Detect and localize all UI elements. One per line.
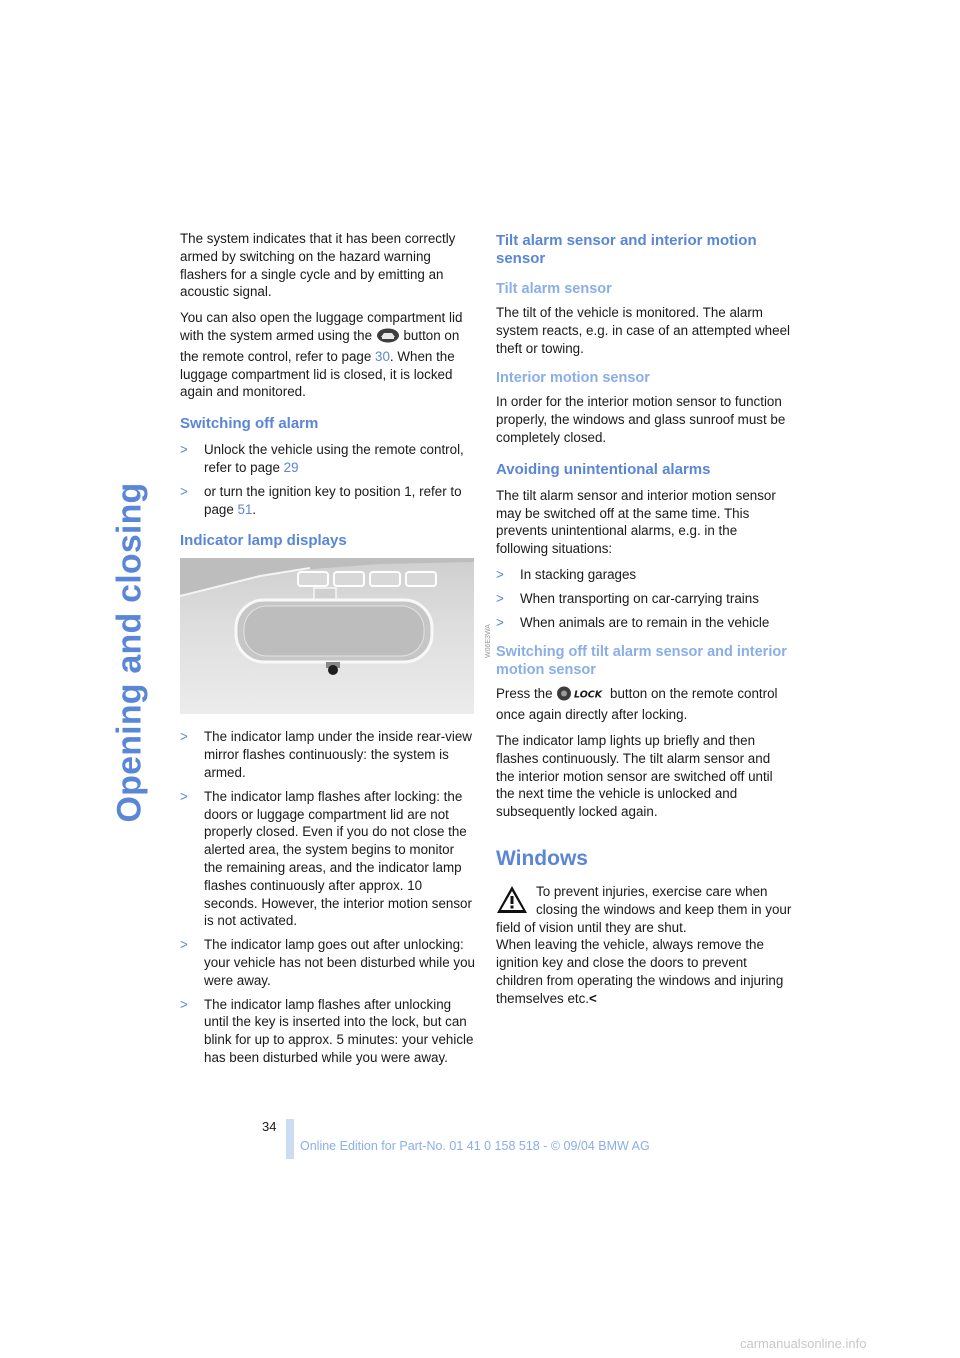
list-item: > The indicator lamp under the inside rear-view mirror flashes continuously: the system is armed.	[180, 729, 472, 780]
rearview-mirror-figure	[180, 558, 492, 714]
bullet-marker: >	[496, 566, 504, 582]
heading-indicator-lamp-displays: Indicator lamp displays	[180, 532, 347, 550]
bullet-marker: >	[180, 996, 188, 1012]
list-item: > In stacking garages	[496, 566, 637, 582]
list-item: > Unlock the vehicle using the remote control, refer to page 29	[180, 442, 464, 475]
luggage-paragraph: You can also open the luggage compartment lid with the system armed using the button on the remote control, refer to page 30. When the luggage compartment lid is closed, it is locked again and monitored.	[180, 310, 463, 400]
lock-button-icon	[556, 686, 606, 706]
footer-text: Online Edition for Part-No. 01 41 0 158 518 - © 09/04 BMW AG	[300, 1139, 650, 1153]
avoid-paragraph: The tilt alarm sensor and interior motion sensor may be switched off at the same time. This prevents unintentional alarms, e.g. in the following situations:	[496, 487, 776, 557]
list-item: > When animals are to remain in the vehicle	[496, 614, 770, 630]
heading-switching-off-tilt-sensor: Switching off tilt alarm sensor and interior motion sensor	[496, 644, 787, 679]
right-column	[496, 230, 792, 1008]
heading-tilt-alarm-sensor: Tilt alarm sensor	[496, 281, 612, 297]
left-column	[180, 230, 492, 1073]
press-lock-paragraph: Press the LOCK button on the remote control once again directly after locking.	[496, 686, 778, 723]
figure-code: W06E3WA	[485, 624, 492, 659]
rearview-mirror-illustration	[180, 558, 474, 714]
bullet-marker: >	[496, 590, 504, 606]
watermark-text: carmanualsonline.info	[740, 1336, 867, 1351]
end-mark: <	[589, 990, 597, 1006]
warning-text-1: To prevent injuries, exercise care when closing the windows and keep them in your field of vision until they are shut.	[496, 883, 792, 935]
bullet-marker: >	[180, 937, 188, 953]
section-title-vertical	[100, 232, 160, 1072]
bullet-marker: >	[496, 614, 504, 630]
tilt-paragraph: The tilt of the vehicle is monitored. The alarm system reacts, e.g. in case of an attempted wheel theft or towing.	[496, 305, 790, 356]
page-link-30[interactable]: 30	[375, 348, 390, 364]
heading-tilt-and-interior-sensor: Tilt alarm sensor and interior motion sensor	[496, 232, 757, 267]
switch-off-list	[180, 441, 476, 518]
bullet-marker: >	[180, 729, 188, 745]
bullet-marker: >	[180, 788, 188, 804]
lamp-paragraph: The indicator lamp lights up briefly and then flashes continuously. The tilt alarm sensor and the interior motion sensor are switched off until the next time the vehicle is unlocked and subsequently locked again.	[496, 732, 773, 820]
trunk-button-icon	[376, 328, 400, 348]
footer-bar	[286, 1119, 294, 1159]
lock-label: LOCK	[574, 689, 603, 701]
avoid-list	[496, 566, 792, 631]
heading-switching-off-alarm: Switching off alarm	[180, 415, 319, 433]
page-number: 34	[262, 1119, 277, 1134]
armed-indication-paragraph: The system indicates that it has been correctly armed by switching on the hazard warning flashers for a single cycle and by emitting an acoustic signal.	[180, 231, 456, 300]
list-item: > The indicator lamp flashes after locking: the doors or luggage compartment lid are not properly closed. Even if you do not close the alerted area, the system begins to monitor the remaining areas, and the indicator lamp flashes continuously after approx. 10 seconds. However, the interior motion sensor is not activated.	[180, 788, 472, 929]
section-title: Opening and closing	[110, 481, 149, 823]
heading-avoiding-unintentional-alarms: Avoiding unintentional alarms	[496, 460, 711, 478]
list-item: > or turn the ignition key to position 1, refer to page 51.	[180, 483, 462, 517]
bullet-marker: >	[180, 483, 188, 499]
list-item: > The indicator lamp flashes after unlocking until the key is inserted into the lock, but can blink for up to approx. 5 minutes: your vehicle has been disturbed while you were away.	[180, 996, 474, 1065]
warning-text-2: When leaving the vehicle, always remove the ignition key and close the doors to prevent children from operating the windows and injuring themselves etc.<	[496, 937, 784, 1006]
heading-interior-motion-sensor: Interior motion sensor	[496, 370, 650, 387]
interior-paragraph: In order for the interior motion sensor to function properly, the windows and glass sunroof must be completely closed.	[496, 394, 786, 445]
page-link-29[interactable]: 29	[283, 459, 299, 475]
indicator-list	[180, 728, 476, 1066]
page-link-51[interactable]: 51	[237, 501, 253, 517]
list-item: > When transporting on car-carrying trains	[496, 590, 759, 606]
heading-windows: Windows	[496, 846, 588, 870]
warning-note	[496, 883, 792, 1008]
bullet-marker: >	[180, 442, 188, 458]
warning-triangle-icon	[496, 885, 528, 915]
list-item: > The indicator lamp goes out after unlocking: your vehicle has not been disturbed while you were away.	[180, 937, 475, 988]
